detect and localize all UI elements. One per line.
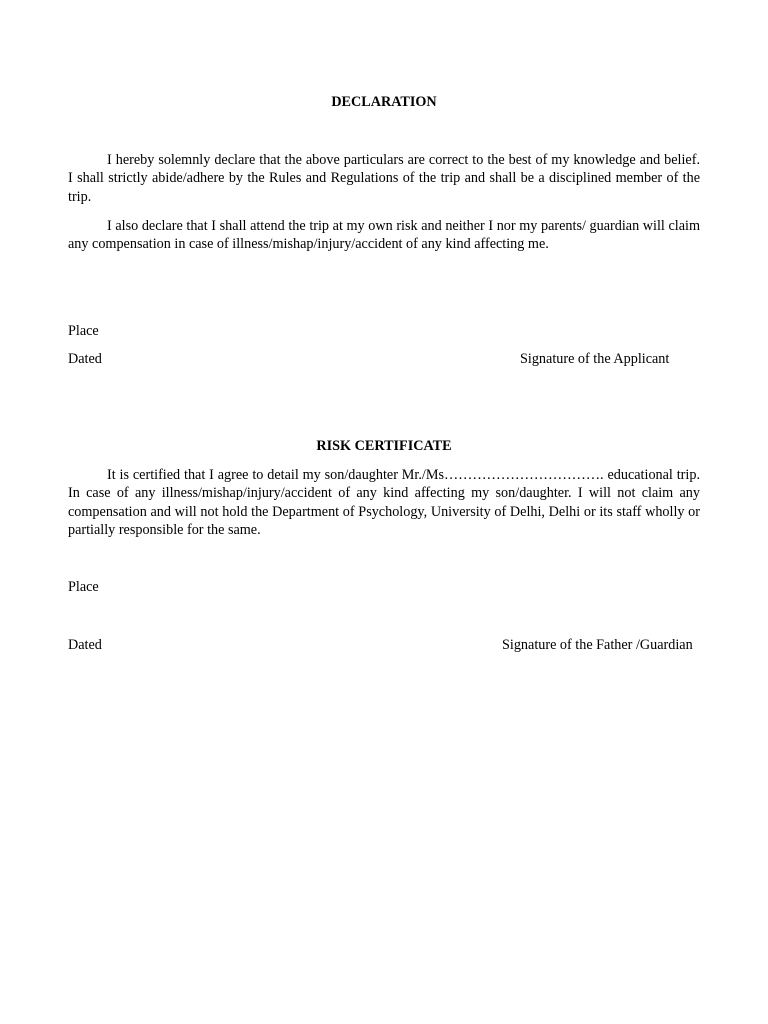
declaration-paragraph-2: I also declare that I shall attend the trip at my own risk and neither I nor my parents/ guardian will claim any compensation in case of illness/mishap/injury/accident of any kind affecting me. xyxy=(68,218,700,253)
declaration-place-label: Place xyxy=(68,323,99,339)
applicant-signature-label: Signature of the Applicant xyxy=(520,351,670,367)
risk-certificate-paragraph: It is certified that I agree to detail my son/daughter Mr./Ms……………………………. educational trip. In case of any illness/mishap/injury/accident of any kind affecting my son/daughter. I will not claim any compensation and will not hold the Department of Psychology, University of Delhi, Delhi or its staff wholly or partially responsible for the same. xyxy=(68,467,700,538)
guardian-signature-label: Signature of the Father /Guardian xyxy=(502,637,693,653)
risk-certificate-title: RISK CERTIFICATE xyxy=(316,438,452,454)
declaration-paragraph-1: I hereby solemnly declare that the above particulars are correct to the best of my knowledge and belief. I shall strictly abide/adhere by the Rules and Regulations of the trip and shall be a disciplined member of the trip. xyxy=(68,152,700,205)
risk-certificate-place-label: Place xyxy=(68,579,99,595)
declaration-dated-label: Dated xyxy=(68,351,102,367)
declaration-title: DECLARATION xyxy=(331,94,437,110)
risk-certificate-dated-label: Dated xyxy=(68,637,102,653)
